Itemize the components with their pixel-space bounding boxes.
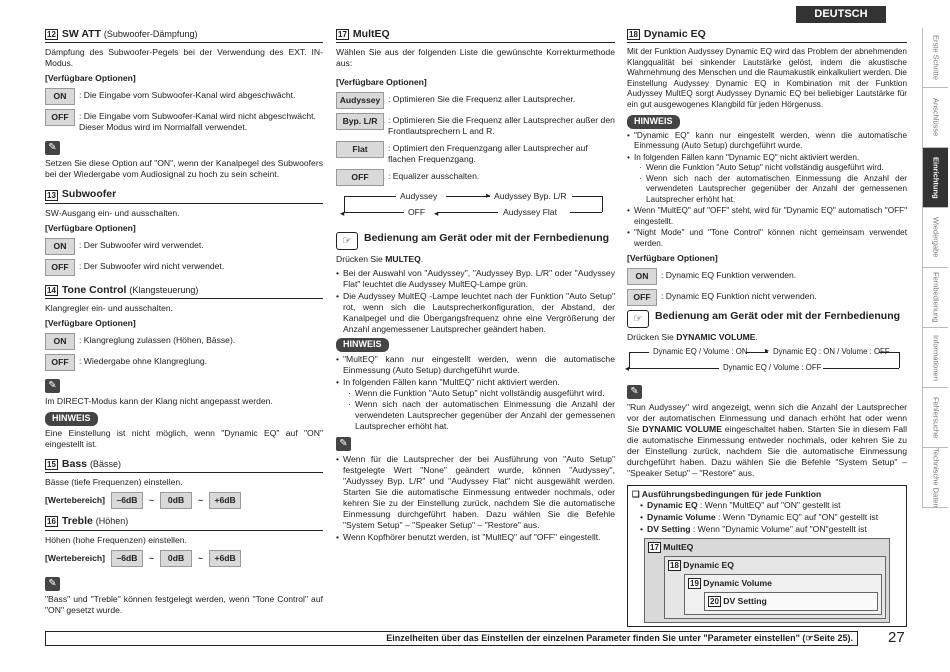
option-row: Byp. L/R : Optimieren Sie die Frequenz aller Lautsprecher außer den Frontlautsprechern L and R. <box>336 113 615 137</box>
option-flat-label: Flat <box>336 141 384 158</box>
option-row <box>45 238 323 255</box>
note-list: • Wenn für die Lautsprecher der bei Ausführung von "Auto Setup" festgelegte Wert "None" geändert wurde, können "Audyssey", "Audyssey Byp. L/R" und "Audyssey Flat" nicht ausgewählt werden. Starten Sie die automatische Einmessung entweder nochmals, oder kehren Sie zu der Einstellung zurück, nachdem Sie die automatische Einmessung durchgeführt haben. Dazu wählen Sie die Befehle "System Setup" – "Speaker Setup" – "Restore" aus. • Wenn Kopfhörer benutzt werden, ist "MultEQ" auf "OFF" eingestellt. <box>336 454 615 543</box>
option-off-label: OFF <box>336 169 384 186</box>
press-instruction: Drücken Sie DYNAMIC VOLUME. <box>627 332 758 343</box>
range-max: +6dB <box>209 492 241 509</box>
side-tab-fehlersuche[interactable]: Fehlersuche <box>922 388 948 448</box>
note-text: Im DIRECT-Modus kann der Klang nicht angepasst werden. <box>45 396 273 407</box>
operation-heading: ☞ Bedienung am Gerät oder mit der Fernbedienung <box>627 310 907 328</box>
option-byp-lr-label: Byp. L/R <box>336 113 384 130</box>
section-heading-bass: 15 Bass (Bässe) <box>45 458 323 473</box>
options-label: [Verfügbare Optionen] <box>45 73 136 84</box>
side-tab-informationen[interactable]: Informationen <box>922 328 948 388</box>
hinweis-badge: HINWEIS <box>45 412 98 426</box>
option-row <box>45 259 323 276</box>
flow-audyssey: Audyssey <box>400 191 438 202</box>
option-off-label: OFF <box>45 109 75 126</box>
option-desc: : Die Eingabe vom Subwoofer-Kanal wird nicht abgeschwächt. Dieser Modus wird im Normalfall verwendet. <box>79 111 316 133</box>
section-description: Wählen Sie aus der folgenden Liste die gewünschte Korrekturmethode aus: <box>336 47 615 69</box>
conditions-box: ❑ Ausführungsbedingungen für jede Funktion • Dynamic EQ : Wenn "MultEQ" auf "ON" gestellt ist • Dynamic Volume : Wenn "Dynamic EQ" auf "ON" gestellt ist • DV Setting : Wenn "Dynamic Volume" auf "ON"gestellt ist 17 MultEQ 18 Dynamic EQ 19 Dynamic Volume 20 DV Setting <box>627 485 907 627</box>
hinweis-list: • "Dynamic EQ" kann nur eingestellt werden, wenn die automatische Einmessung (Auto Setup) durchgeführt wurde. • In folgenden Fällen kann "Dynamic EQ" nicht aktiviert werden. · Wenn die Funktion "Auto Setup" nicht vollständig ausgeführt wird. · Wenn sich nach der automatischen Einmessung die Anzahl der verwendeten Lautsprecher gegenüber der Anzahl der gemessenen Lautsprecher erhöht hat. • Wenn "MultEQ" auf "OFF" steht, wird für "Dynamic EQ" automatisch "OFF" eingestellt. • "Night Mode" und "Tone Control" können nicht gemeinsam verwendet werden. <box>627 131 907 250</box>
multeq-cycle-diagram: Audyssey ▸ Audyssey Byp. L/R ◂ OFF ◂ Audyssey Flat <box>336 192 615 222</box>
range-max: +6dB <box>209 550 241 567</box>
note-pencil-icon: ✎ <box>627 385 642 399</box>
column-middle <box>336 28 615 544</box>
nest-dv-setting: 20 DV Setting <box>704 592 878 611</box>
options-label: [Verfügbare Optionen] <box>45 222 136 233</box>
option-off-label: OFF <box>45 259 75 276</box>
side-tab-einrichtung[interactable]: Einrichtung <box>922 148 948 208</box>
column-left <box>45 28 323 619</box>
note-pencil-icon: ✎ <box>45 577 60 591</box>
section-description: Bässe (tiefe Frequenzen) einstellen. <box>45 477 183 488</box>
option-row: OFF : Equalizer ausschalten. <box>336 169 615 186</box>
value-range: [Wertebereich] –6dB ~ 0dB ~ +6dB <box>45 492 323 509</box>
section-heading-dynamic-eq: 18 Dynamic EQ <box>627 28 907 43</box>
section-description: Mit der Funktion Audyssey Dynamic EQ wird das Problem der abnehmenden Klangqualität bei sinkender Lautstärke gelöst, indem die akustische Wahrnehmung des Menschen und die Raumakustik einkalkuliert werden. Die Einstellung Audyssey Dynamic EQ in Kombination mit der Funktion Audyssey MultEQ sorgt Audyssey Dynamic EQ bei beliebiger Lautstärke für ein gut ausgewogenes Klangbild für jeden Hörgenuss. <box>627 47 907 109</box>
flow-byp-lr: Audyssey Byp. L/R <box>494 191 567 202</box>
section-title: Treble (Höhen) <box>61 515 129 528</box>
hinweis-list: • "MultEQ" kann nur eingestellt werden, wenn die automatische Einmessung (Auto Setup) durchgeführt wurde. • In folgenden Fällen kann "MultEQ" nicht aktiviert werden. · Wenn die Funktion "Auto Setup" nicht vollständig ausgeführt wird. · Wenn sich nach der automatischen Einmessung die Anzahl der verwendeten Lautsprecher gegenüber der Anzahl der gemessenen Lautsprecher erhöht hat. <box>336 354 615 432</box>
column-right <box>627 28 907 627</box>
side-tab-fernbedienung[interactable]: Fernbedienung <box>922 268 948 328</box>
note-pencil-icon: ✎ <box>45 141 60 155</box>
note-text: "Bass" und "Treble" können festgelegt werden, wenn "Tone Control" auf "ON" gesetzt wurde. <box>45 593 323 615</box>
side-tab-technische-daten[interactable]: Technische Daten <box>922 448 948 508</box>
flow-flat: Audyssey Flat <box>503 207 557 218</box>
section-title: Tone Control (Klangsteuerung) <box>61 283 199 296</box>
nest-dynamic-eq: 18 Dynamic EQ 19 Dynamic Volume 20 DV Setting <box>664 556 886 619</box>
footer-reference: Einzelheiten über das Einstellen der einzelnen Parameter finden Sie unter "Parameter einstellen" (☞Seite 25). <box>45 631 858 646</box>
section-description: Höhen (hohe Frequenzen) einstellen. <box>45 534 187 545</box>
option-row <box>45 354 323 371</box>
section-heading-sw-att: 12 SW ATT (Subwoofer-Dämpfung) <box>45 28 323 43</box>
options-label: [Verfügbare Optionen] <box>627 253 718 264</box>
option-on-label: ON <box>627 268 657 285</box>
section-heading-subwoofer: 13 Subwoofer <box>45 188 323 203</box>
option-on-label: ON <box>45 333 75 350</box>
section-description: Klangregler ein- und ausschalten. <box>45 303 174 314</box>
option-audyssey-label: Audyssey <box>336 92 384 109</box>
option-off-label: OFF <box>627 289 657 306</box>
option-row: OFF : Dynamic EQ Funktion nicht verwenden. <box>627 289 907 306</box>
note-pencil-icon: ✎ <box>336 437 351 451</box>
section-heading-treble: 16 Treble (Höhen) <box>45 515 323 530</box>
hinweis-text: Eine Einstellung ist nicht möglich, wenn "Dynamic EQ" auf "ON" eingestellt ist. <box>45 427 323 449</box>
range-min: –6dB <box>111 492 143 509</box>
side-tab-wiedergabe[interactable]: Wiedergabe <box>922 208 948 268</box>
option-on-label: ON <box>45 88 75 105</box>
option-desc: : Die Eingabe vom Subwoofer-Kanal wird abgeschwächt. <box>79 90 296 101</box>
section-heading-tone-control: 14 Tone Control (Klangsteuerung) <box>45 284 323 299</box>
note-text: "Run Audyssey" wird angezeigt, wenn sich die Anzahl der Lautsprecher vor der automatischen Einmessung und danach erhöht hat oder wenn Sie DYNAMIC VOLUME eingeschaltet haben. Starten Sie in diesem Fall die automatische Einmessung entweder nochmals, oder kehren Sie zu der Einstellung zurück, nachdem Sie die automatische Einmessung durchgeführt haben. Dazu wählen Sie die Befehle "System Setup" – "Speaker Setup" – "Restore" aus. <box>627 402 907 479</box>
side-tab-erste-schritte[interactable]: Erste Schritte <box>922 28 948 88</box>
section-title: SW ATT (Subwoofer-Dämpfung) <box>61 28 198 40</box>
operation-heading: ☞ Bedienung am Gerät oder mit der Fernbedienung <box>336 232 615 250</box>
page-number: 27 <box>888 629 905 646</box>
remote-hand-icon: ☞ <box>627 310 649 328</box>
option-off-label: OFF <box>45 354 75 371</box>
range-mid: 0dB <box>160 492 192 509</box>
section-heading-multeq: 17 MultEQ <box>336 28 615 43</box>
side-tab-anschluesse[interactable]: Anschlüsse <box>922 88 948 148</box>
section-title: Bass (Bässe) <box>61 457 121 470</box>
option-desc: : Der Subwoofer wird verwendet. <box>79 239 204 250</box>
option-desc: : Wiedergabe ohne Klangreglung. <box>79 356 208 367</box>
remote-hand-icon: ☞ <box>336 232 358 250</box>
flow-off: OFF <box>408 207 426 218</box>
option-row <box>45 333 323 350</box>
range-min: –6dB <box>111 550 143 567</box>
side-tab-strip <box>922 28 948 508</box>
press-instruction: Drücken Sie MULTEQ. <box>336 254 424 265</box>
option-row: Flat : Optimiert den Frequenzgang aller Lautsprecher auf flachen Frequenzgang. <box>336 141 615 165</box>
bullet-list: • Bei der Auswahl von "Audyssey", "Audyssey Byp. L/R" oder "Audyssey Flat" leuchtet die Audyssey MultEQ-Lampe grün. • Die Audyssey MultEQ -Lampe leuchtet nach der Funktion "Auto Setup" rot, wenn sich die Lautsprecherkonfiguration, der Abstand, der Kanalpegel und die Übergangsfrequenz ohne eine Vergrößerung der Anzahl angemessener Lautsprecher geändert haben. <box>336 268 615 335</box>
options-label: [Verfügbare Optionen] <box>45 318 136 329</box>
dynamic-volume-cycle-diagram: Dynamic EQ / Volume : ON ▸ Dynamic EQ : ON / Volume : OFF ◂ Dynamic EQ / Volume : OFF <box>627 347 907 375</box>
language-tab: DEUTSCH <box>796 6 886 23</box>
range-mid: 0dB <box>160 550 192 567</box>
options-label: [Verfügbare Optionen] <box>336 77 427 88</box>
option-row: Audyssey : Optimieren Sie die Frequenz aller Lautsprecher. <box>336 92 615 109</box>
option-row <box>45 109 323 133</box>
note-text: Setzen Sie diese Option auf "ON", wenn der Kanalpegel des Subwoofers bei der Wiedergabe vom Audiosignal zu hoch zu sein scheint. <box>45 158 323 180</box>
option-row <box>45 88 323 105</box>
nest-dynamic-volume: 19 Dynamic Volume 20 DV Setting <box>684 574 882 615</box>
note-pencil-icon: ✎ <box>45 379 60 393</box>
section-description: SW-Ausgang ein- und ausschalten. <box>45 207 180 218</box>
section-description: Dämpfung des Subwoofer-Pegels bei der Verwendung des EXT. IN-Modus. <box>45 47 323 69</box>
option-desc: : Klangreglung zulassen (Höhen, Bässe). <box>79 335 236 346</box>
value-range: [Wertebereich] –6dB ~ 0dB ~ +6dB <box>45 550 323 567</box>
hinweis-badge: HINWEIS <box>627 115 680 129</box>
hinweis-badge: HINWEIS <box>336 338 389 352</box>
option-desc: : Der Subwoofer wird nicht verwendet. <box>79 260 225 271</box>
nest-multeq: 17 MultEQ 18 Dynamic EQ 19 Dynamic Volume 20 DV Setting <box>644 538 890 623</box>
option-row: ON : Dynamic EQ Funktion verwenden. <box>627 268 907 285</box>
option-on-label: ON <box>45 238 75 255</box>
